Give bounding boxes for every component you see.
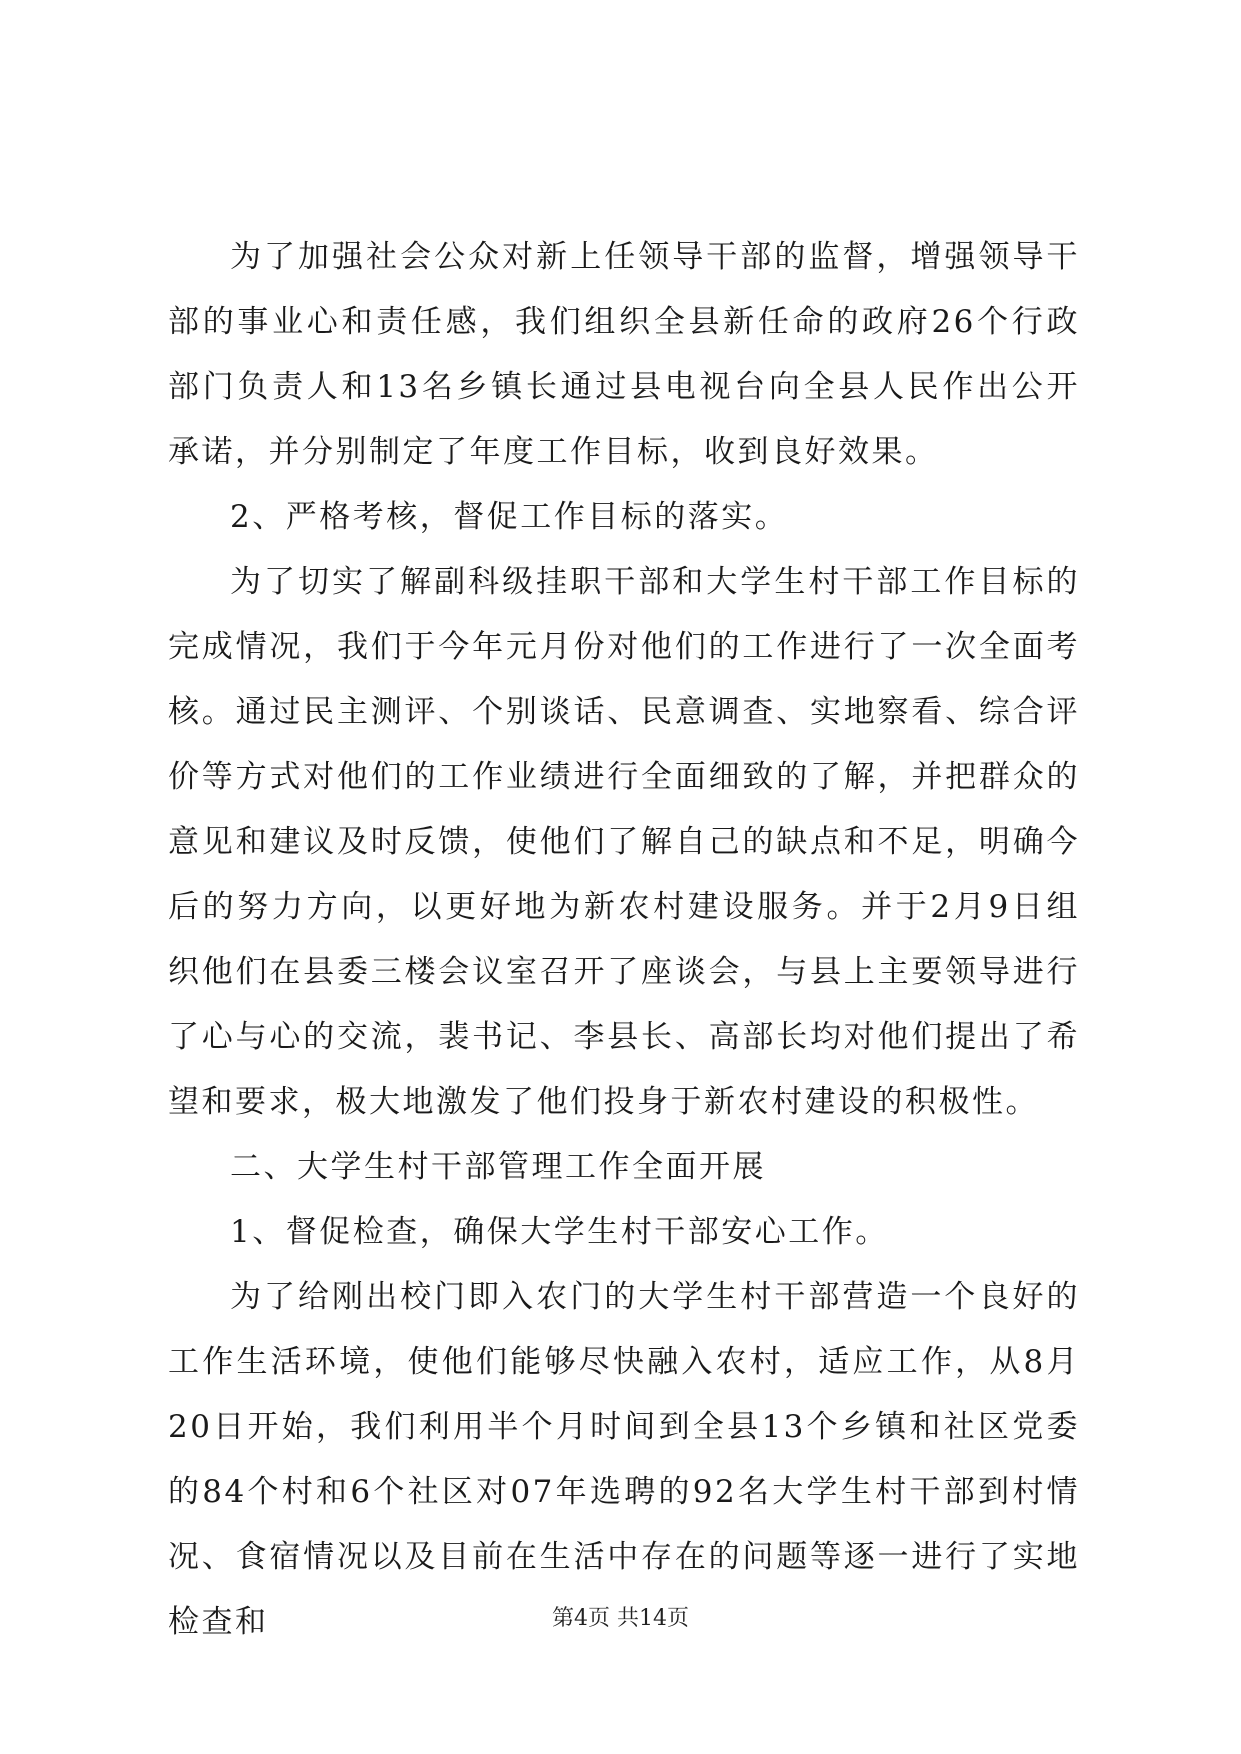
page-footer: 第4页 共14页 <box>552 1606 689 1631</box>
section-subheading-1: 1、督促检查，确保大学生村干部安心工作。 <box>230 1214 889 1250</box>
body-paragraph-1: 为了加强社会公众对新上任领导干部的监督，增强领导干部的事业心和责任感，我们组织全县新任命的政府26个行政部门负责人和13名乡镇长通过县电视台向全县人民作出公开承诺，并分别制定了年度工作目标，收到良好效果。 <box>168 239 1080 470</box>
body-paragraph-6: 为了给刚出校门即入农门的大学生村干部营造一个良好的工作生活环境，使他们能够尽快融入农村，适应工作，从8月20日开始，我们利用半个月时间到全县13个乡镇和社区党委的84个村和6个社区对07年选聘的92名大学生村干部到村情况、食宿情况以及目前在生活中存在的问题等逐一进行了实地检查和 <box>168 1279 1080 1640</box>
section-heading-2: 二、大学生村干部管理工作全面开展 <box>230 1149 766 1185</box>
body-paragraph-3: 为了切实了解副科级挂职干部和大学生村干部工作目标的完成情况，我们于今年元月份对他们的工作进行了一次全面考核。通过民主测评、个别谈话、民意调查、实地察看、综合评价等方式对他们的工作业绩进行全面细致的了解，并把群众的意见和建议及时反馈，使他们了解自己的缺点和不足，明确今后的努力方向，以更好地为新农村建设服务。并于2月9日组织他们在县委三楼会议室召开了座谈会，与县上主要领导进行了心与心的交流，裴书记、李县长、高部长均对他们提出了希望和要求，极大地激发了他们投身于新农村建设的积极性。 <box>168 564 1080 1120</box>
document-page <box>168 225 1080 1655</box>
section-subheading-2: 2、严格考核，督促工作目标的落实。 <box>230 499 789 535</box>
